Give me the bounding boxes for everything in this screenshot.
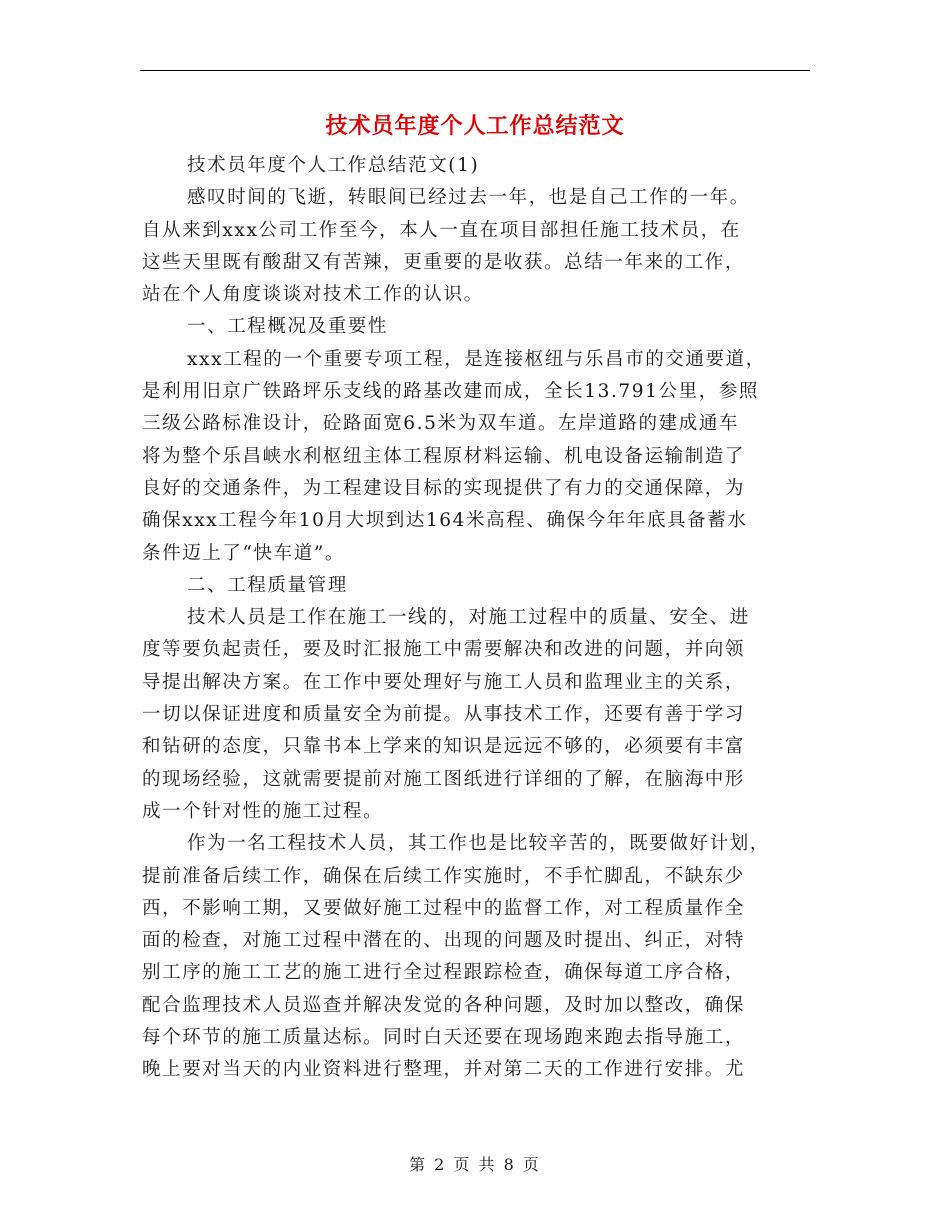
body-line: 条件迈上了“快车道”。 [142, 542, 346, 564]
document-body [142, 150, 810, 1087]
body-line: 良好的交通条件，为工程建设目标的实现提供了有力的交通保障，为 [142, 477, 746, 499]
header-rule [140, 70, 810, 71]
body-line: 的现场经验，这就需要提前对施工图纸进行详细的了解，在脑海中形 [142, 768, 746, 790]
body-line: 每个环节的施工质量达标。同时白天还要在现场跑来跑去指导施工， [142, 1027, 746, 1049]
body-line: 配合监理技术人员巡查并解决发觉的各种问题，及时加以整改，确保 [142, 994, 746, 1016]
body-line: 自从来到xxx公司工作至今，本人一直在项目部担任施工技术员，在 [142, 219, 741, 241]
body-line: 三级公路标准设计，砼路面宽6.5米为双车道。左岸道路的建成通车 [142, 413, 740, 435]
body-line: 这些天里既有酸甜又有苦辣，更重要的是收获。总结一年来的工作， [142, 251, 746, 273]
body-line: 站在个人角度谈谈对技术工作的认识。 [142, 284, 484, 306]
body-line: 确保xxx工程今年10月大坝到达164米高程、确保今年年底具备蓄水 [142, 510, 748, 532]
body-line: 和钻研的态度，只靠书本上学来的知识是远远不够的，必须要有丰富 [142, 736, 746, 758]
page-number: 第 2 页 共 8 页 [409, 1155, 541, 1174]
body-line: 导提出解决方案。在工作中要处理好与施工人员和监理业主的关系， [142, 671, 746, 693]
body-line: 技术人员是工作在施工一线的，对施工过程中的质量、安全、进 [187, 607, 750, 629]
body-line: 一、工程概况及重要性 [187, 316, 389, 338]
body-line: 二、工程质量管理 [187, 574, 348, 596]
body-line: 西，不影响工期，又要做好施工过程中的监督工作，对工程质量作全 [142, 897, 746, 919]
body-line: 提前准备后续工作，确保在后续工作实施时，不手忙脚乱，不缺东少 [142, 865, 746, 887]
body-line: 面的检查，对施工过程中潜在的、出现的问题及时提出、纠正，对特 [142, 930, 746, 952]
body-line: 感叹时间的飞逝，转眼间已经过去一年，也是自己工作的一年。 [187, 187, 750, 209]
body-line: xxx工程的一个重要专项工程，是连接枢纽与乐昌市的交通要道， [187, 348, 766, 370]
body-line: 成一个针对性的施工过程。 [142, 800, 384, 822]
body-line: 一切以保证进度和质量安全为前提。从事技术工作，还要有善于学习 [142, 704, 746, 726]
body-line: 技术员年度个人工作总结范文(1) [187, 155, 480, 176]
body-line: 是利用旧京广铁路坪乐支线的路基改建而成，全长13.791公里，参照 [142, 381, 760, 403]
body-line: 别工序的施工工艺的施工进行全过程跟踪检查，确保每道工序合格， [142, 962, 746, 984]
body-line: 将为整个乐昌峡水利枢纽主体工程原材料运输、机电设备运输制造了 [142, 445, 746, 467]
body-line: 作为一名工程技术人员，其工作也是比较辛苦的，既要做好计划， [187, 833, 770, 855]
document-title: 技术员年度个人工作总结范文 [325, 113, 625, 139]
body-line: 晚上要对当天的内业资料进行整理，并对第二天的工作进行安排。尤 [142, 1059, 746, 1081]
body-line: 度等要负起责任，要及时汇报施工中需要解决和改进的问题，并向领 [142, 639, 746, 661]
